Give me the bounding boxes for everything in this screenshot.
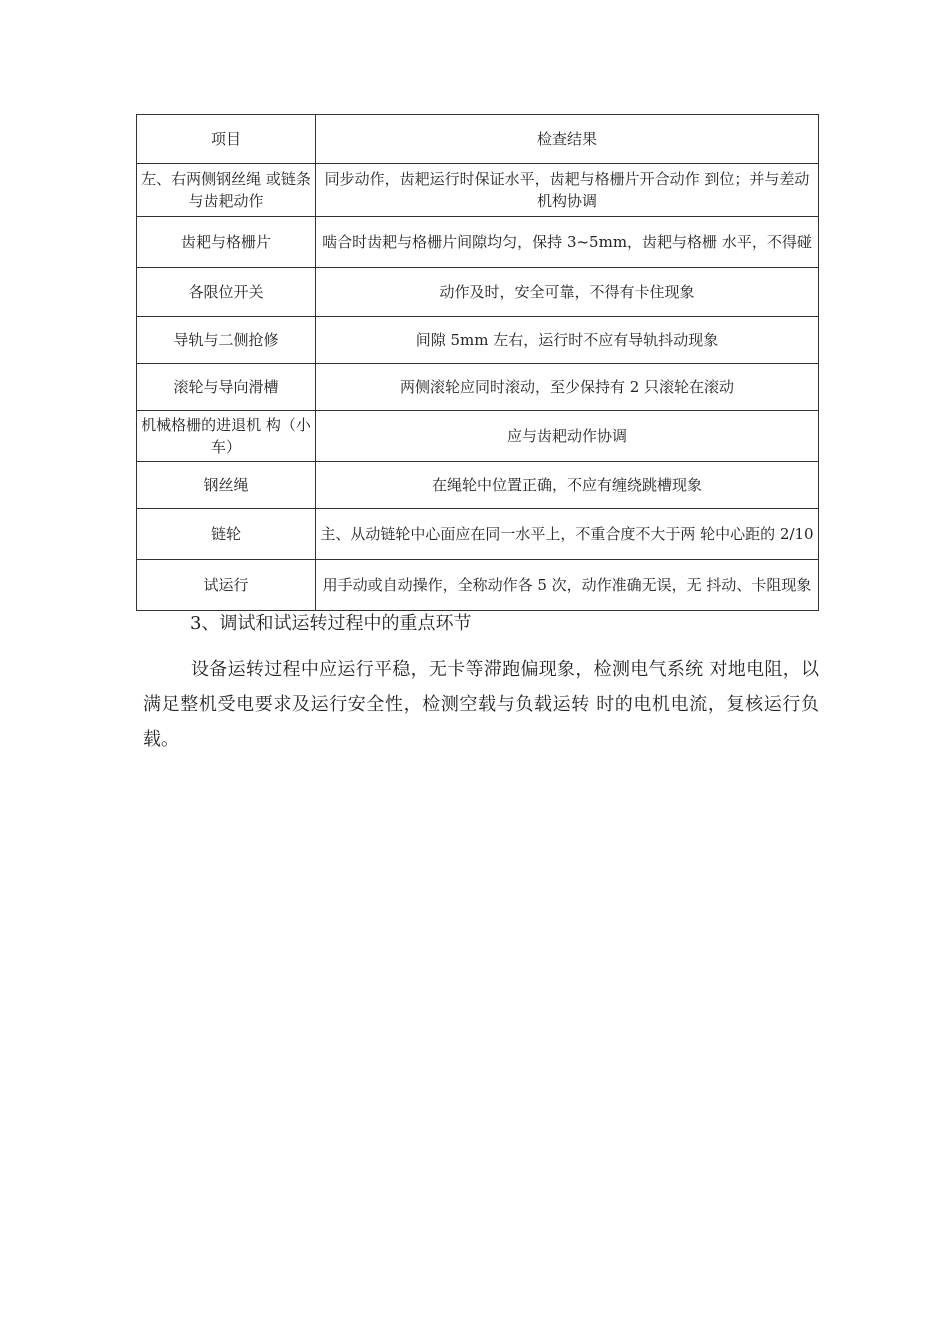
cell-result: 应与齿耙动作协调	[316, 411, 819, 462]
cell-item: 左、右两侧钢丝绳 或链条与齿耙动作	[137, 164, 316, 217]
table-row	[137, 411, 819, 462]
cell-result: 动作及时，安全可靠，不得有卡住现象	[316, 268, 819, 317]
cell-result: 间隙 5mm 左右，运行时不应有导轨抖动现象	[316, 317, 819, 364]
table-row	[137, 317, 819, 364]
cell-result: 用手动或自动操作，全称动作各 5 次，动作准确无误，无 抖动、卡阻现象	[316, 560, 819, 611]
cell-item: 链轮	[137, 509, 316, 560]
table-row	[137, 509, 819, 560]
section-heading: 3、调试和试运转过程中的重点环节	[190, 613, 472, 634]
cell-result: 在绳轮中位置正确，不应有缠绕跳槽现象	[316, 462, 819, 509]
cell-item: 齿耙与格栅片	[137, 217, 316, 268]
table-row	[137, 560, 819, 611]
header-item: 项目	[137, 115, 316, 164]
cell-result: 同步动作，齿耙运行时保证水平，齿耙与格栅片开合动作 到位；并与差动机构协调	[316, 164, 819, 217]
cell-item: 导轨与二侧抢修	[137, 317, 316, 364]
table-row	[137, 268, 819, 317]
cell-item: 滚轮与导向滑槽	[137, 364, 316, 411]
cell-result: 两侧滚轮应同时滚动，至少保持有 2 只滚轮在滚动	[316, 364, 819, 411]
section-paragraph: 设备运转过程中应运行平稳，无卡等滞跑偏现象，检测电气系统 对地电阻，以满足整机受电要求及运行安全性，检测空载与负载运转 时的电机电流，复核运行负载。	[143, 659, 819, 750]
table-row	[137, 462, 819, 509]
cell-item: 各限位开关	[137, 268, 316, 317]
cell-result: 啮合时齿耙与格栅片间隙均匀，保持 3~5mm，齿耙与格栅 水平，不得碰	[316, 217, 819, 268]
table-header-row	[137, 115, 819, 164]
table-row	[137, 164, 819, 217]
cell-item: 机械格栅的进退机 构（小车）	[137, 411, 316, 462]
inspection-table	[136, 114, 819, 611]
cell-result: 主、从动链轮中心面应在同一水平上，不重合度不大于两 轮中心距的 2/10	[316, 509, 819, 560]
table-row	[137, 217, 819, 268]
table-row	[137, 364, 819, 411]
cell-item: 试运行	[137, 560, 316, 611]
cell-item: 钢丝绳	[137, 462, 316, 509]
header-result: 检查结果	[316, 115, 819, 164]
